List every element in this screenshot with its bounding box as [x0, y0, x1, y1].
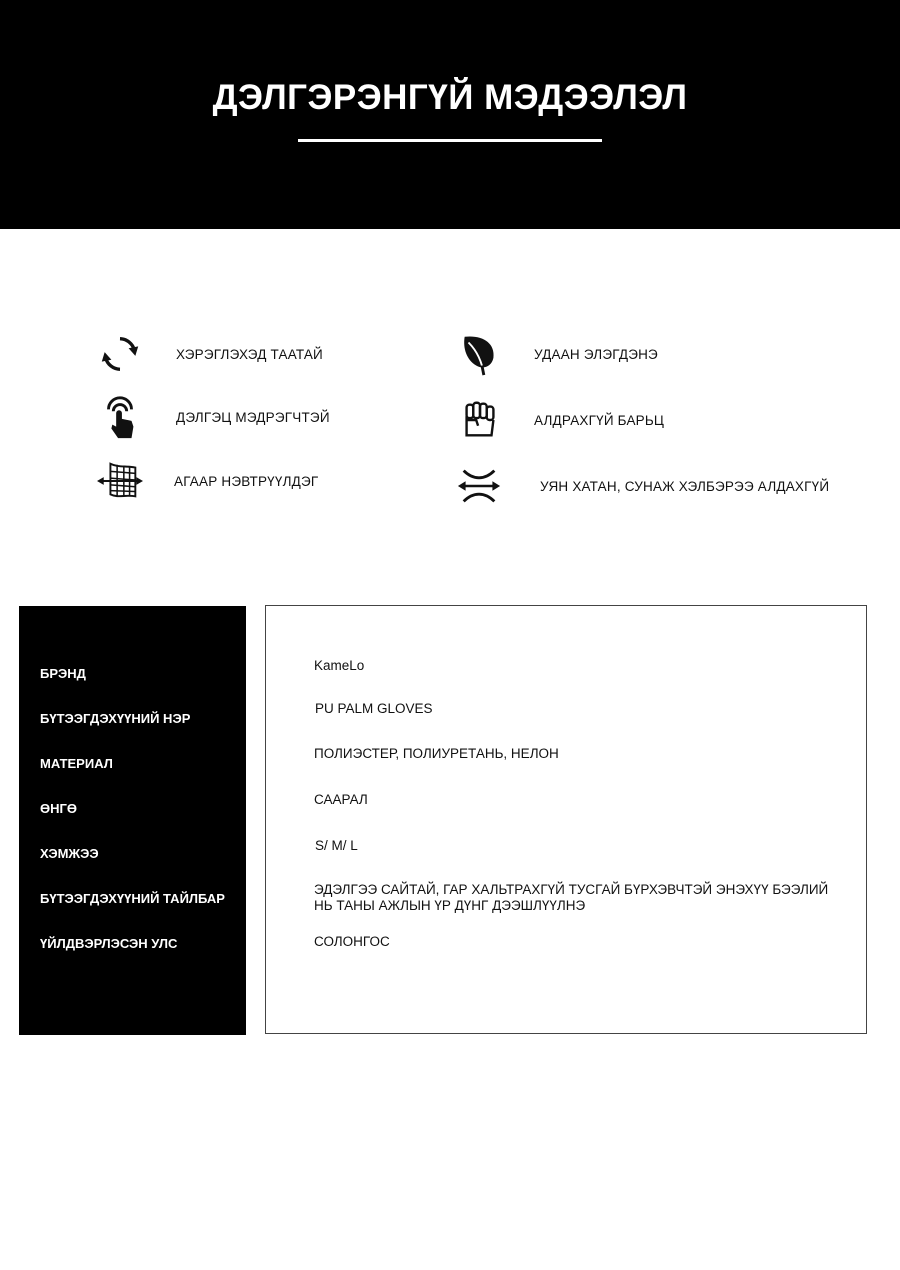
refresh-arrows-icon	[94, 328, 146, 380]
header-banner	[0, 0, 900, 229]
title-underline	[298, 139, 602, 142]
spec-label-color: ӨНГӨ	[40, 801, 77, 816]
spec-value-size: S/ M/ L	[315, 838, 358, 853]
feature-item	[94, 391, 330, 443]
feature-item	[454, 328, 658, 380]
spec-label-material: МАТЕРИАЛ	[40, 756, 113, 771]
spec-labels-panel	[19, 606, 246, 1035]
spec-value-material: ПОЛИЭСТЕР, ПОЛИУРЕТАНЬ, НЕЛОН	[314, 746, 559, 761]
stretch-arrows-icon	[453, 460, 505, 512]
page-title: ДЭЛГЭРЭНГҮЙ МЭДЭЭЛЭЛ	[212, 78, 688, 117]
feature-label: УЯН ХАТАН, СУНАЖ ХЭЛБЭРЭЭ АЛДАХГҮЙ	[540, 478, 830, 494]
leaf-icon	[454, 328, 506, 380]
spec-label-description: БҮТЭЭГДЭХҮҮНИЙ ТАЙЛБАР	[40, 891, 225, 906]
spec-value-country: СОЛОНГОС	[314, 934, 390, 949]
spec-label-product-name: БҮТЭЭГДЭХҮҮНИЙ НЭР	[40, 711, 191, 726]
feature-item	[454, 394, 664, 446]
spec-value-description: ЭДЭЛГЭЭ САЙТАЙ, ГАР ХАЛЬТРАХГҮЙ ТУСГАЙ БҮРХЭВЧТЭЙ ЭНЭХҮҮ БЭЭЛИЙ НЬ ТАНЫ АЖЛЫН ҮР ДҮНГ ДЭЭШЛҮҮЛНЭ	[314, 882, 829, 913]
spec-value-product-name: PU PALM GLOVES	[315, 701, 433, 716]
breathable-mesh-icon	[94, 455, 146, 507]
spec-label-size: ХЭМЖЭЭ	[40, 846, 99, 861]
feature-label: АЛДРАХГҮЙ БАРЬЦ	[534, 412, 665, 428]
spec-value-brand: KameLo	[314, 658, 365, 673]
spec-label-brand: БРЭНД	[40, 666, 86, 681]
feature-item	[453, 460, 829, 512]
feature-label: УДААН ЭЛЭГДЭНЭ	[534, 346, 658, 362]
fist-icon	[454, 394, 506, 446]
touch-finger-icon	[94, 391, 146, 443]
feature-label: АГААР НЭВТРҮҮЛДЭГ	[174, 473, 319, 489]
feature-label: ДЭЛГЭЦ МЭДРЭГЧТЭЙ	[176, 409, 330, 425]
feature-item	[94, 455, 318, 507]
feature-label: ХЭРЭГЛЭХЭД ТААТАЙ	[176, 346, 323, 362]
feature-item	[94, 328, 323, 380]
spec-values-panel	[265, 605, 867, 1034]
spec-label-country: ҮЙЛДВЭРЛЭСЭН УЛС	[40, 936, 178, 951]
spec-value-color: СААРАЛ	[314, 792, 368, 807]
